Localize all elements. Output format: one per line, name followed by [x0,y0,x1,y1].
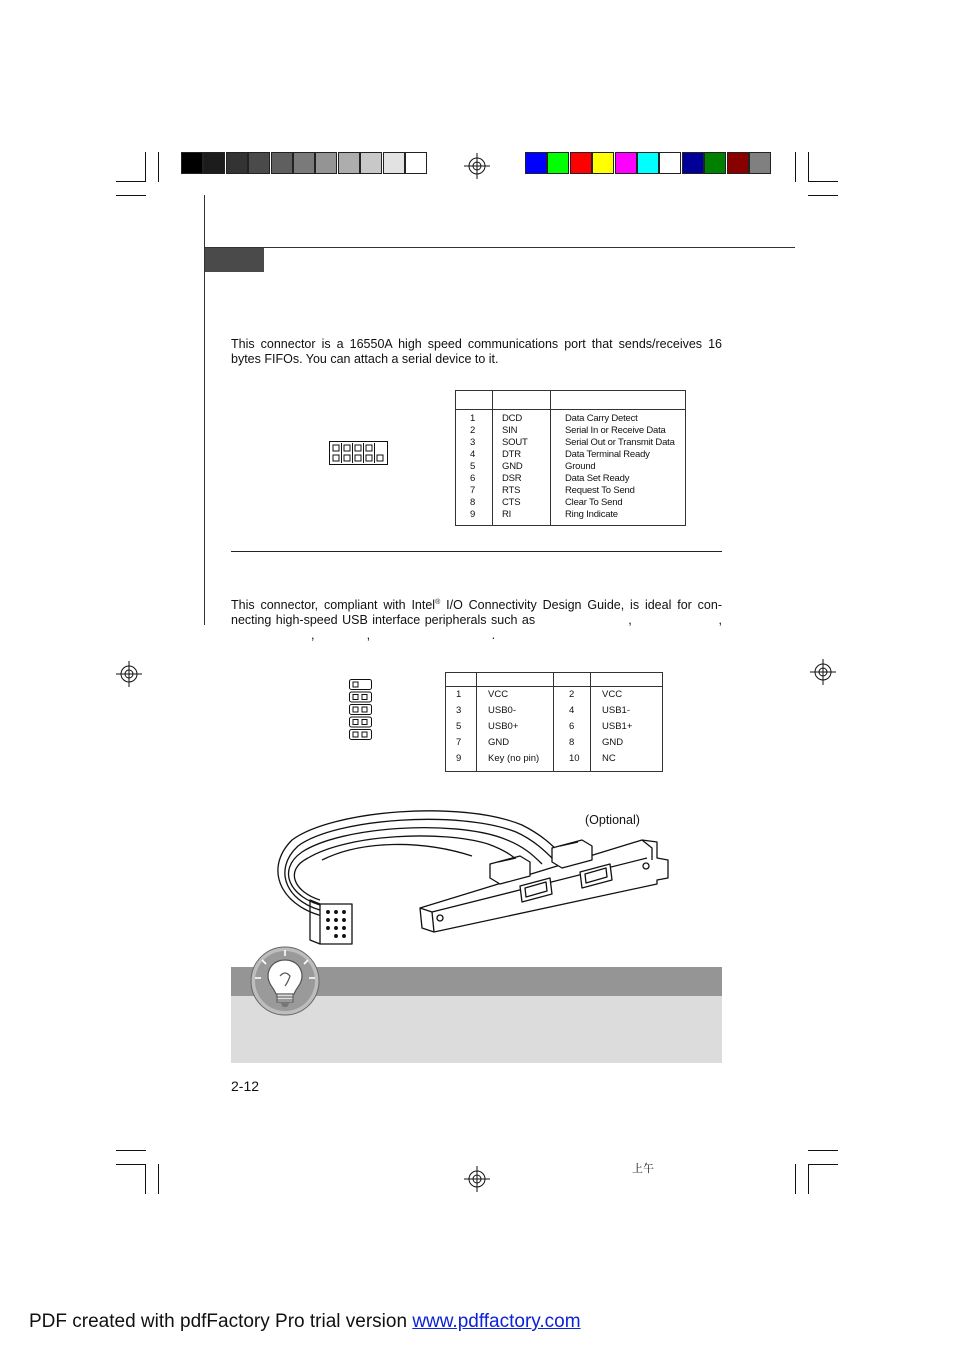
color-swatch [615,152,637,174]
registration-mark-left [116,661,142,687]
color-swatch [727,152,749,174]
usb-pin-cell: 6 [569,721,575,732]
usb-pin-cell: 7 [456,737,462,748]
usb-pin-cell: NC [602,753,616,764]
usb-pin-cell: 1 [456,689,462,700]
usb-pin-cell: 9 [456,753,462,764]
gray-swatch [383,152,405,174]
color-swatch [547,152,569,174]
pdffactory-link[interactable]: www.pdffactory.com [412,1311,581,1332]
serial-pin-row: 3 SOUT Serial Out or Transmit Data [470,437,675,448]
usb-pin-cell: 10 [569,753,580,764]
page-number: 2-12 [231,1078,260,1094]
gray-swatch [226,152,248,174]
color-swatch [592,152,614,174]
usb-pin-cell: 4 [569,705,575,716]
usb-pin-cell: 8 [569,737,575,748]
usb-bracket-label: (Optional) [585,813,640,827]
gray-swatch [360,152,382,174]
gray-swatch [315,152,337,174]
serial-desc-line-1: This connector is a 16550A high speed communications port that sends/receives 16 [231,337,722,351]
usb-description: This connector, compliant with Intel® I/O Connectivity Design Guide, is ideal for con- necting high-speed USB interface peripherals such as , , , , . [231,598,722,643]
color-swatch [570,152,592,174]
usb-bracket-illustration [262,800,682,950]
usb-connector-diagram [348,679,376,741]
serial-pin-row: 8 CTS Clear To Send [470,497,623,508]
time-mark: 上午 [632,1162,654,1175]
header-tab [205,248,264,272]
serial-pin-row: 7 RTS Request To Send [470,485,635,496]
gray-swatch [338,152,360,174]
lightbulb-icon [250,946,320,1016]
registration-mark-top [464,153,490,179]
serial-pin-row: 9 RI Ring Indicate [470,509,618,520]
color-swatch [682,152,704,174]
header-rule [204,247,795,248]
usb-pin-cell: VCC [488,689,509,700]
usb-pin-cell: GND [602,737,624,748]
usb-pin-cell: 2 [569,689,575,700]
pdf-footer [29,1311,581,1333]
serial-connector-diagram [329,441,389,466]
usb-pin-cell: Key (no pin) [488,753,540,764]
usb-desc-line-3: , , . [311,628,496,643]
usb-pin-cell: USB0+ [488,721,519,732]
gray-swatch [293,152,315,174]
serial-pin-row: 5 GND Ground [470,461,596,472]
serial-pin-rows [456,413,686,521]
serial-pin-row: 6 DSR Data Set Ready [470,473,630,484]
serial-description [231,337,722,367]
gray-swatch [203,152,225,174]
gray-swatch [271,152,293,174]
footer-text: PDF created with pdfFactory Pro trial version [29,1311,413,1332]
color-swatch [749,152,771,174]
usb-pin-cell: USB1- [602,705,630,716]
registration-mark-bottom [464,1166,490,1192]
color-swatch [637,152,659,174]
usb-desc-line-2: necting high-speed USB interface peripherals such as [231,613,536,628]
gray-swatch [405,152,427,174]
usb-pin-cell: USB0- [488,705,516,716]
color-swatch [704,152,726,174]
usb-pin-cell: USB1+ [602,721,633,732]
serial-pin-row: 1 DCD Data Carry Detect [470,413,638,424]
gray-swatch [248,152,270,174]
registration-mark-right [810,659,836,685]
usb-pin-cell: 3 [456,705,462,716]
serial-pin-row: 4 DTR Data Terminal Ready [470,449,650,460]
serial-pin-row: 2 SIN Serial In or Receive Data [470,425,666,436]
gray-swatch [181,152,203,174]
section-divider [231,551,722,552]
usb-pin-cell: GND [488,737,510,748]
color-swatch [525,152,547,174]
color-swatch [659,152,681,174]
usb-pin-cell: 5 [456,721,462,732]
usb-pin-cell: VCC [602,689,623,700]
serial-desc-line-2: bytes FIFOs. You can attach a serial device to it. [231,352,499,366]
